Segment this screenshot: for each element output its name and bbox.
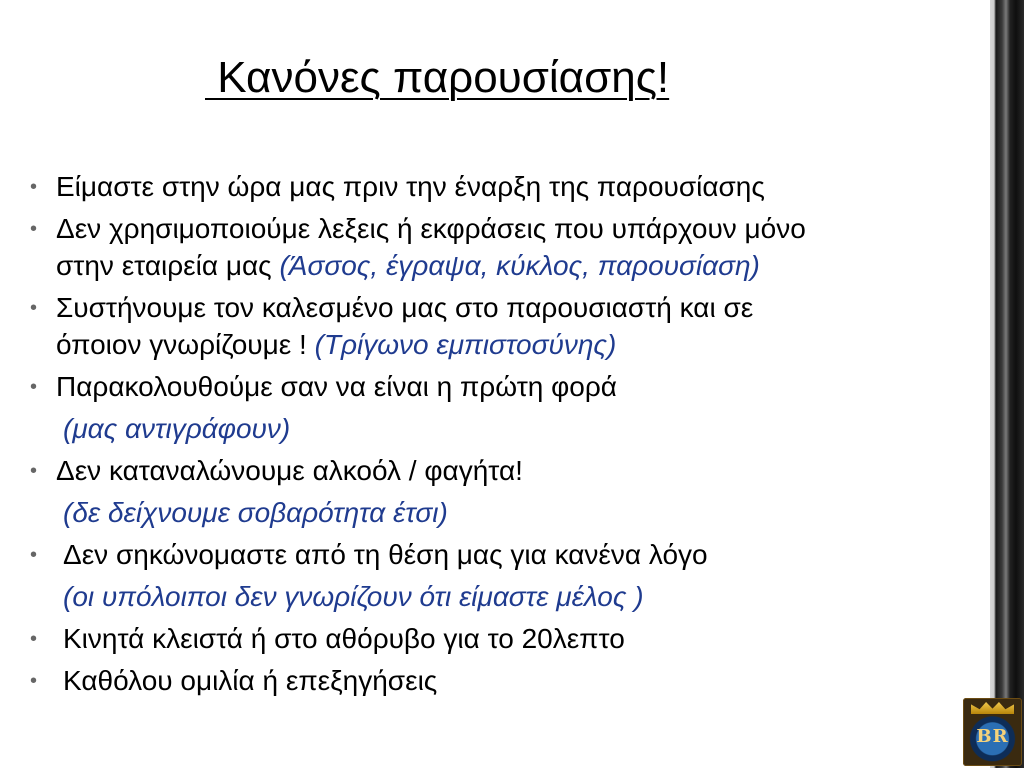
list-item-note-line [30,408,980,450]
item-text: Είμαστε στην ώρα μας πριν την έναρξη της παρουσίασης [56,171,765,202]
slide-title: Κανόνες παρουσίασης! [205,53,670,102]
item-note: (οι υπόλοιποι δεν γνωρίζουν ότι είμαστε μέλος ) [63,581,644,612]
item-note: (μας αντιγράφουν) [63,413,291,444]
list-item [30,208,980,250]
bullet-icon: • [30,628,38,650]
item-note: (δε δείχνουμε σοβαρότητα έτσι) [63,497,448,528]
bullet-icon: • [30,176,38,198]
item-text: Δεν καταναλώνουμε αλκοόλ / φαγήτα! [56,455,523,486]
list-item [30,450,980,492]
slide-border [990,0,1024,768]
logo-monogram: BR [976,726,1009,747]
list-item-note-line [30,576,980,618]
bullet-list [30,166,980,702]
crown-icon [971,702,1014,714]
item-text: Συστήνουμε τον καλεσμένο μας στο παρουσιαστή και σε [56,292,754,323]
item-text: Δεν χρησιμοποιούμε λεξεις ή εκφράσεις που υπάρχουν μόνο [56,213,806,244]
list-item [30,660,980,702]
list-item-continuation [30,250,980,281]
list-item [30,366,980,408]
item-text: Παρακολουθούμε σαν να είναι η πρώτη φορά [56,371,617,402]
item-note: (Τρίγωνο εμπιστοσύνης) [314,329,617,360]
item-text: Δεν σηκώνομαστε από τη θέση μας για κανένα λόγο [63,539,708,570]
list-item [30,534,980,576]
brand-logo [963,698,1022,766]
bullet-icon: • [30,460,38,482]
bullet-icon: • [30,376,38,398]
bullet-icon: • [30,218,38,240]
list-item [30,618,980,660]
item-text: Κινητά κλειστά ή στο αθόρυβο για το 20λεπτο [63,623,625,654]
item-note: (Άσσος, έγραψα, κύκλος, παρουσίαση) [279,250,760,281]
list-item [30,287,980,329]
item-text-cont: όποιον γνωρίζουμε ! [56,329,315,360]
list-item-note-line [30,492,980,534]
bullet-icon: • [30,544,38,566]
bullet-icon: • [30,670,38,692]
item-text-cont: στην εταιρεία μας [56,250,280,281]
list-item-continuation [30,329,980,360]
item-text: Καθόλου ομιλία ή επεξηγήσεις [63,665,438,696]
list-item [30,166,980,208]
bullet-icon: • [30,297,38,319]
